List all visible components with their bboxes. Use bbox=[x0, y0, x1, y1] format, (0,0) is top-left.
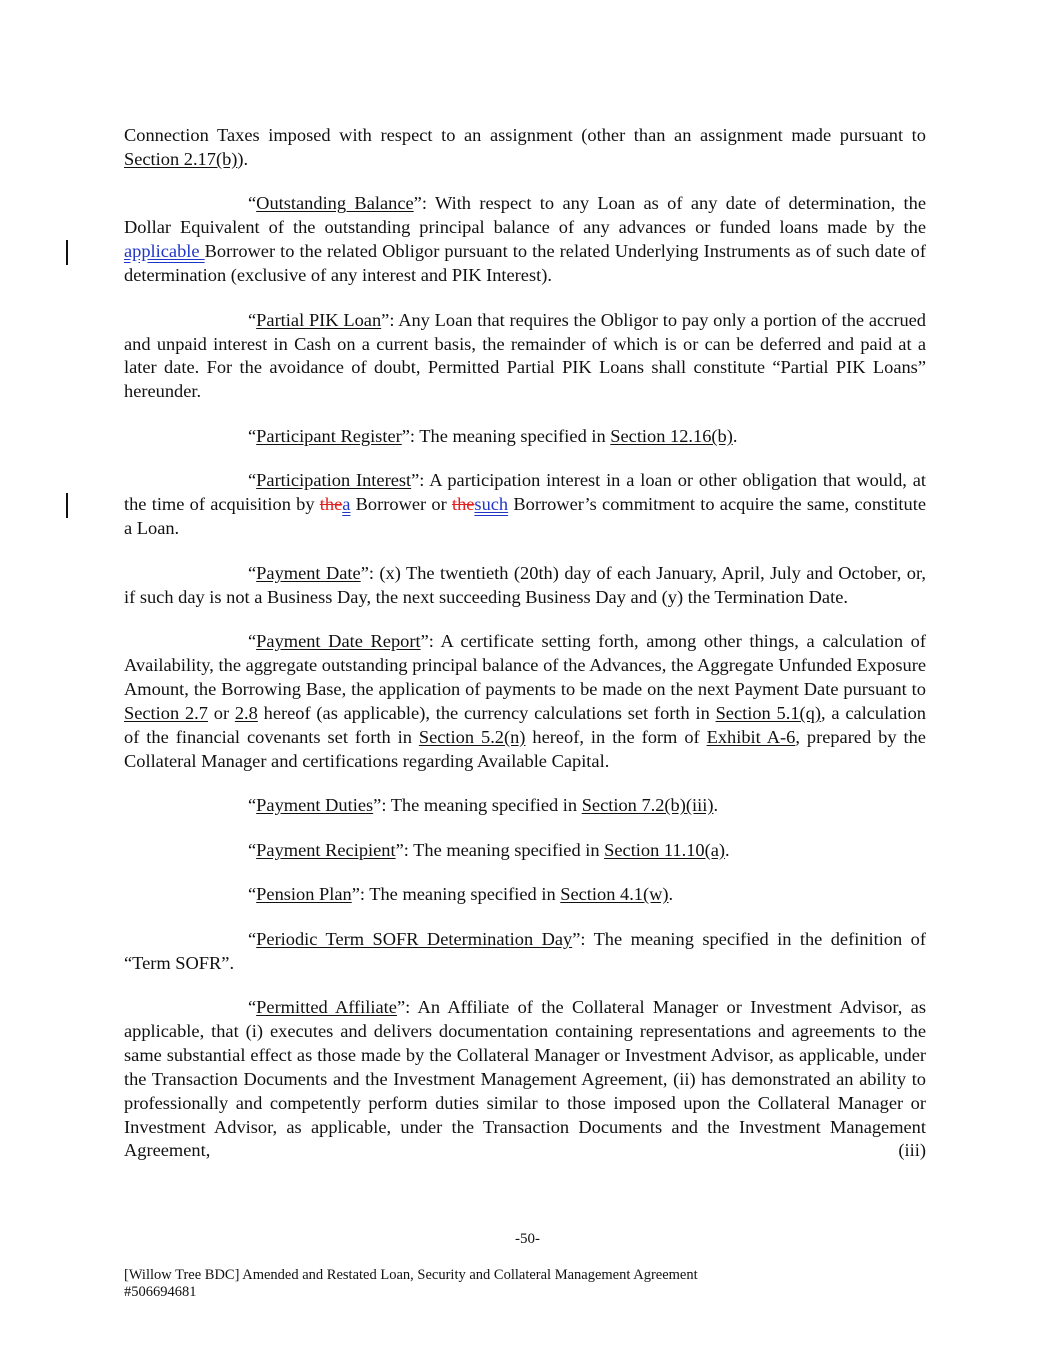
defined-term: Pension Plan bbox=[256, 884, 352, 905]
definition-participant-register: “Participant Register”: The meaning specified in Section 12.16(b). bbox=[248, 425, 738, 446]
deleted-text: the bbox=[451, 494, 475, 515]
definition-payment-date-report: “Payment Date Report”: A certificate setting forth, among other things, a calculation of Availability, the aggregate outstanding principal balance of the Advances, the Aggregate Unfunded Exposure Amount, the Borrowing Base, the application of payments to be made on the next Payment Date pursuant to Section 2.7 or 2.8 hereof (as applicable), the currency calculations set forth in Section 5.1(q), a calculation of the financial covenants set forth in Section 5.2(n) hereof, in the form of Exhibit A-6, prepared by the Collateral Manager and certifications regarding Available Capital. bbox=[124, 631, 926, 771]
section-reference: Section 12.16(b) bbox=[610, 425, 733, 446]
defined-term: Permitted Affiliate bbox=[256, 997, 397, 1017]
inserted-text: such bbox=[474, 494, 509, 515]
section-reference: Section 7.2(b)(iii) bbox=[581, 795, 714, 816]
exhibit-reference: Exhibit A-6 bbox=[706, 726, 796, 747]
definition-permitted-affiliate: “Permitted Affiliate”: An Affiliate of the Collateral Manager or Investment Advisor, as applicable, that (i) executes and delivers documentation containing representations and agreements to the same substantial effect as those made by the Collateral Manager or Investment Advisor, as applicable, under the Transaction Documents and the Investment Management Agreement, (ii) has demonstrated an ability to professionally and competently perform duties similar to those imposed upon the Collateral Manager or Investment Advisor, as applicable, under the Transaction Documents and the Investment Management Agreement, (iii) bbox=[124, 997, 926, 1161]
defined-term: Payment Date Report bbox=[256, 631, 421, 652]
definition-periodic-term-sofr-determination-day: “Periodic Term SOFR Determination Day”: The meaning specified in the definition of “Term SOFR”. bbox=[124, 928, 926, 973]
section-reference: Section 11.10(a) bbox=[604, 839, 726, 860]
section-reference: Section 5.2(n) bbox=[418, 726, 526, 747]
inserted-text: applicable bbox=[124, 241, 205, 262]
defined-term: Outstanding Balance bbox=[256, 193, 414, 214]
page-number: -50- bbox=[515, 1231, 540, 1247]
document-footer bbox=[124, 1267, 698, 1301]
section-reference: 2.8 bbox=[234, 702, 258, 723]
footer-title: [Willow Tree BDC] Amended and Restated Loan, Security and Collateral Management Agreement bbox=[124, 1267, 698, 1283]
change-bar bbox=[66, 493, 68, 518]
definition-payment-date: “Payment Date”: (x) The twentieth (20th) day of each January, April, July and October, or, if such day is not a Business Day, the next succeeding Business Day and (y) the Termination Date. bbox=[124, 562, 926, 607]
section-reference: Section 4.1(w) bbox=[560, 884, 669, 905]
change-bar bbox=[66, 240, 68, 265]
defined-term: Periodic Term SOFR Determination Day bbox=[256, 928, 573, 949]
defined-term: Payment Recipient bbox=[256, 839, 396, 860]
section-reference: Section 5.1(q) bbox=[715, 702, 821, 723]
defined-term: Partial PIK Loan bbox=[256, 309, 382, 330]
defined-term: Participation Interest bbox=[256, 470, 412, 491]
definition-participation-interest: “Participation Interest”: A participation interest in a loan or other obligation that would, at the time of acquisition by thea Borrower or thesuch Borrower’s commitment to acquire the same, constitute a Loan. bbox=[124, 470, 926, 539]
definition-outstanding-balance: “Outstanding Balance”: With respect to any Loan as of any date of determination, the Dollar Equivalent of the outstanding principal balance of any advances or funded loans made by the applicable Borrower to the related Obligor pursuant to the related Underlying Instruments as of such date of determination (exclusive of any interest and PIK Interest). bbox=[124, 193, 926, 286]
footer-document-id: #506694681 bbox=[124, 1284, 197, 1300]
section-reference: Section 2.7 bbox=[124, 702, 208, 723]
section-reference: Section 2.17(b) bbox=[124, 148, 238, 169]
definition-payment-duties: “Payment Duties”: The meaning specified in Section 7.2(b)(iii). bbox=[248, 795, 719, 816]
definition-partial-pik-loan: “Partial PIK Loan”: Any Loan that requires the Obligor to pay only a portion of the accrued and unpaid interest in Cash on a current basis, the remainder of which is or can be deferred and paid at a later date. For the avoidance of doubt, Permitted Partial PIK Loans shall constitute “Partial PIK Loans” hereunder. bbox=[124, 309, 926, 402]
defined-term: Payment Duties bbox=[256, 795, 374, 816]
document-body bbox=[124, 124, 926, 1184]
defined-term: Payment Date bbox=[256, 562, 361, 583]
inserted-text: a bbox=[342, 494, 351, 515]
paragraph-continuation: Connection Taxes imposed with respect to an assignment (other than an assignment made pursuant to Section 2.17(b)). bbox=[124, 125, 926, 169]
deleted-text: the bbox=[319, 494, 343, 515]
defined-term: Participant Register bbox=[256, 425, 402, 446]
definition-pension-plan: “Pension Plan”: The meaning specified in Section 4.1(w). bbox=[248, 884, 674, 905]
definition-payment-recipient: “Payment Recipient”: The meaning specified in Section 11.10(a). bbox=[248, 839, 730, 860]
